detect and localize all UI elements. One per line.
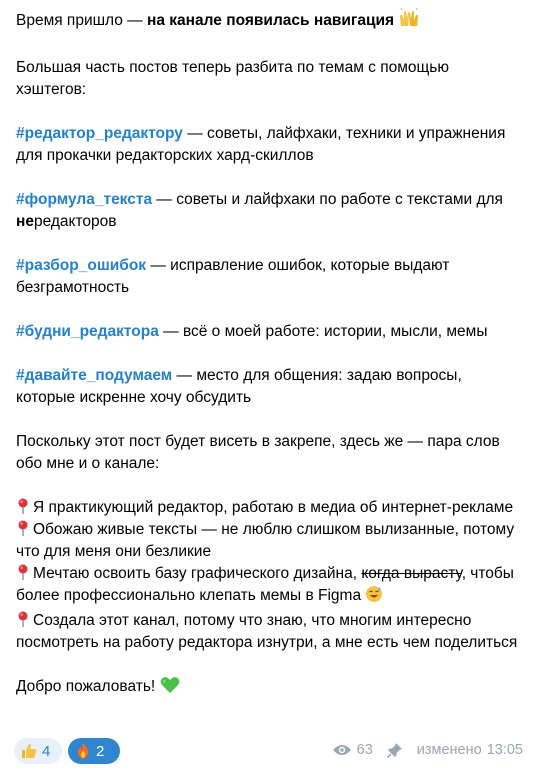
post-title [16,8,521,35]
hashtag-link[interactable]: #разбор_ошибок [16,257,147,274]
bullet-text: Мечтаю освоить базу графического дизайна, [33,565,362,582]
bullet-item [16,497,521,519]
closing-text: Добро пожаловать! [16,678,156,695]
hashtag-paragraph [16,365,521,409]
bullet-item [16,519,521,563]
hashtag-paragraph [16,189,521,233]
hashtag-paragraph [16,321,521,343]
pushpin-icon [16,520,30,536]
hashtag-description: — всё о моей работе: истории, мысли, мемы [158,323,488,340]
post-time: 13:05 [486,742,523,758]
fire-icon [74,742,92,760]
hashtag-description-bold: не [16,213,34,230]
bullet-text: Я практикующий редактор, работаю в медиа об интернет-рекламе [33,499,514,516]
eye-icon [332,743,352,757]
sweat-smile-emoji-icon [365,585,383,610]
raised-hands-emoji-icon [398,8,420,35]
bullet-text: Создала этот канал, потому что знаю, что многим интересно посмотреть на работу редактора изнутри, а мне есть чем поделиться [16,612,518,651]
hashtag-description-end: редакторов [33,213,117,230]
hashtag-description: — место для общения: задаю вопросы, которые искренне хочу обсудить [16,367,462,406]
views-count: 63 [356,742,373,758]
bullet-item [16,563,521,610]
hashtag-link[interactable]: #будни_редактора [16,323,159,340]
bullet-text: Обожаю живые тексты — не люблю слишком вылизанные, потому что для меня они безликие [16,521,515,560]
reaction-count: 4 [42,742,51,760]
post-intro: Большая часть постов теперь разбита по темам с помощью хэштегов: [16,59,449,98]
edited-label: изменено [416,742,482,758]
reaction-thumbs-up[interactable] [14,738,62,764]
hashtag-link[interactable]: #редактор_редактору [16,125,183,142]
bullet-item [16,610,521,654]
hashtag-description: — советы, лайфхаки, техники и упражнения для прокачки редакторских хард-скиллов [16,125,506,164]
pin-icon [387,742,403,758]
post-meta [332,742,523,758]
hashtag-link[interactable]: #давайте_подумаем [16,367,173,384]
post-footer [14,738,523,766]
reaction-fire[interactable] [68,738,120,764]
hashtag-paragraph [16,123,521,167]
pushpin-icon [16,498,30,514]
reaction-count: 2 [96,742,105,760]
thumbs-up-icon [20,742,38,760]
title-text: Время пришло — [16,12,147,29]
hashtag-description: — советы и лайфхаки по работе с текстами для [152,191,503,208]
about-intro: Поскольку этот пост будет висеть в закрепе, здесь же — пара слов обо мне и о канале: [16,433,500,472]
pushpin-icon [16,564,30,580]
hashtag-link[interactable]: #формула_текста [16,191,153,208]
hashtag-description: — исправление ошибок, которые выдают безграмотность [16,257,450,296]
green-heart-icon [160,676,180,701]
pushpin-icon [16,611,30,627]
bullet-struck-text: когда вырасту [361,565,462,582]
bullet-text-end: , чтобы более профессионально клепать мемы в Figma [16,565,514,604]
hashtag-paragraph [16,255,521,299]
post-closing [16,676,521,701]
title-bold: на канале появилась навигация [147,12,395,29]
